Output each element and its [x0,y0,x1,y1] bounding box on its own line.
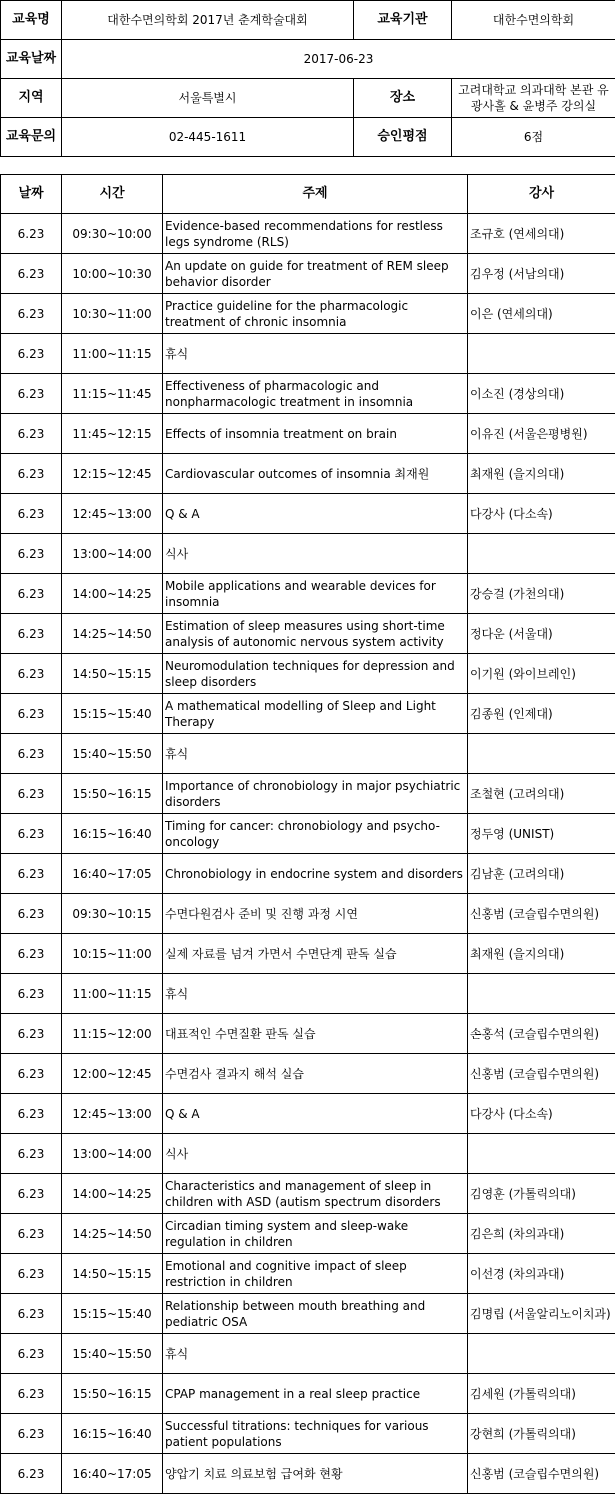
session-date: 6.23 [1,694,62,734]
table-row [1,974,615,1014]
session-time: 11:45~12:15 [62,414,163,454]
session-speaker: 신홍범 (코슬립수면의원) [468,1454,615,1494]
session-speaker: 김우정 (서남의대) [468,254,615,294]
course-info-table [0,0,615,157]
session-date: 6.23 [1,294,62,334]
session-topic: 수면검사 결과지 해석 실습 [163,1054,468,1094]
session-speaker: 김종원 (인제대) [468,694,615,734]
session-date: 6.23 [1,894,62,934]
table-row [1,414,615,454]
session-topic: Emotional and cognitive impact of sleep restriction in children [163,1254,468,1294]
session-speaker: 최재원 (을지의대) [468,454,615,494]
session-speaker: 이선경 (차의과대) [468,1254,615,1294]
schedule-table [0,174,615,1494]
session-speaker: 다강사 (다소속) [468,494,615,534]
table-row [1,454,615,494]
session-time: 14:00~14:25 [62,574,163,614]
session-date: 6.23 [1,614,62,654]
course-region-value: 서울특별시 [62,79,354,118]
session-time: 09:30~10:00 [62,214,163,254]
info-row-contact [1,118,615,157]
course-name-value: 대한수면의학회 2017년 춘계학술대회 [62,1,354,40]
session-topic: Mobile applications and wearable devices for insomnia [163,574,468,614]
session-topic: Q & A [163,494,468,534]
header-speaker: 강사 [468,175,615,214]
session-time: 13:00~14:00 [62,1134,163,1174]
session-topic: An update on guide for treatment of REM sleep behavior disorder [163,254,468,294]
course-date-value: 2017-06-23 [62,40,615,79]
session-date: 6.23 [1,814,62,854]
session-time: 16:15~16:40 [62,814,163,854]
session-speaker: 이기원 (와이브레인) [468,654,615,694]
session-topic: Cardiovascular outcomes of insomnia 최재원 [163,454,468,494]
header-date: 날짜 [1,175,62,214]
course-contact-value: 02-445-1611 [62,118,354,157]
info-row-name [1,1,615,40]
table-row [1,1134,615,1174]
session-time: 14:50~15:15 [62,654,163,694]
session-speaker: 최재원 (을지의대) [468,934,615,974]
table-row [1,254,615,294]
session-time: 11:15~12:00 [62,1014,163,1054]
session-time: 10:15~11:00 [62,934,163,974]
session-date: 6.23 [1,1214,62,1254]
session-topic: 식사 [163,534,468,574]
session-date: 6.23 [1,1134,62,1174]
table-row [1,1334,615,1374]
session-topic: Effects of insomnia treatment on brain [163,414,468,454]
session-topic: Estimation of sleep measures using short-time analysis of autonomic nervous system activity [163,614,468,654]
session-date: 6.23 [1,334,62,374]
session-speaker: 조철현 (고려의대) [468,774,615,814]
session-time: 15:15~15:40 [62,694,163,734]
session-time: 12:45~13:00 [62,494,163,534]
session-time: 14:25~14:50 [62,1214,163,1254]
course-place-value: 고려대학교 의과대학 본관 유광사홀 & 윤병주 강의실 [452,79,615,118]
session-time: 15:15~15:40 [62,1294,163,1334]
session-time: 14:00~14:25 [62,1174,163,1214]
session-speaker: 신홍범 (코슬립수면의원) [468,894,615,934]
session-date: 6.23 [1,574,62,614]
session-topic: A mathematical modelling of Sleep and Light Therapy [163,694,468,734]
session-date: 6.23 [1,934,62,974]
session-speaker [468,534,615,574]
table-row [1,294,615,334]
header-time: 시간 [62,175,163,214]
session-date: 6.23 [1,1414,62,1454]
session-speaker [468,334,615,374]
table-row [1,534,615,574]
session-date: 6.23 [1,534,62,574]
session-time: 16:40~17:05 [62,1454,163,1494]
session-speaker: 손홍석 (코슬립수면의원) [468,1014,615,1054]
table-row [1,1414,615,1454]
session-date: 6.23 [1,1254,62,1294]
session-topic: Relationship between mouth breathing and pediatric OSA [163,1294,468,1334]
table-row [1,1174,615,1214]
table-row [1,614,615,654]
table-row [1,1294,615,1334]
table-row [1,374,615,414]
course-name-label: 교육명 [1,1,62,40]
session-time: 15:50~16:15 [62,1374,163,1414]
session-date: 6.23 [1,1334,62,1374]
session-topic: Q & A [163,1094,468,1134]
session-date: 6.23 [1,1294,62,1334]
session-topic: 양압기 치료 의료보험 급여화 현황 [163,1454,468,1494]
header-topic: 주제 [163,175,468,214]
session-date: 6.23 [1,494,62,534]
session-time: 15:50~16:15 [62,774,163,814]
table-row [1,1454,615,1494]
session-time: 09:30~10:15 [62,894,163,934]
session-time: 15:40~15:50 [62,1334,163,1374]
table-row [1,934,615,974]
session-topic: 휴식 [163,974,468,1014]
session-speaker [468,974,615,1014]
session-time: 15:40~15:50 [62,734,163,774]
session-topic: 실제 자료를 넘겨 가면서 수면단계 판독 실습 [163,934,468,974]
session-date: 6.23 [1,374,62,414]
session-time: 16:15~16:40 [62,1414,163,1454]
session-topic: Importance of chronobiology in major psychiatric disorders [163,774,468,814]
session-time: 10:30~11:00 [62,294,163,334]
session-time: 14:25~14:50 [62,614,163,654]
session-date: 6.23 [1,254,62,294]
table-row [1,1214,615,1254]
table-row [1,494,615,534]
table-row [1,1054,615,1094]
course-score-value: 6점 [452,118,615,157]
session-date: 6.23 [1,734,62,774]
session-speaker: 이소진 (경상의대) [468,374,615,414]
session-topic: Successful titrations: techniques for various patient populations [163,1414,468,1454]
session-date: 6.23 [1,1174,62,1214]
schedule-header-row [1,175,615,214]
session-topic: 휴식 [163,334,468,374]
table-row [1,334,615,374]
session-date: 6.23 [1,1454,62,1494]
info-row-date [1,40,615,79]
table-row [1,774,615,814]
info-row-region [1,79,615,118]
session-topic: Neuromodulation techniques for depression and sleep disorders [163,654,468,694]
session-topic: CPAP management in a real sleep practice [163,1374,468,1414]
session-topic: Chronobiology in endocrine system and disorders [163,854,468,894]
session-date: 6.23 [1,414,62,454]
session-topic: Circadian timing system and sleep-wake regulation in children [163,1214,468,1254]
session-date: 6.23 [1,654,62,694]
session-speaker: 정다운 (서울대) [468,614,615,654]
session-date: 6.23 [1,214,62,254]
session-date: 6.23 [1,454,62,494]
table-row [1,734,615,774]
session-topic: 휴식 [163,1334,468,1374]
session-time: 16:40~17:05 [62,854,163,894]
table-row [1,1254,615,1294]
course-place-label: 장소 [354,79,452,118]
session-topic: Evidence-based recommendations for restless legs syndrome (RLS) [163,214,468,254]
course-org-value: 대한수면의학회 [452,1,615,40]
session-topic: 식사 [163,1134,468,1174]
session-time: 12:00~12:45 [62,1054,163,1094]
session-time: 10:00~10:30 [62,254,163,294]
session-topic: 휴식 [163,734,468,774]
session-speaker [468,734,615,774]
session-speaker: 김남훈 (고려의대) [468,854,615,894]
session-topic: 수면다원검사 준비 및 진행 과정 시연 [163,894,468,934]
session-topic: 대표적인 수면질환 판독 실습 [163,1014,468,1054]
session-date: 6.23 [1,774,62,814]
session-date: 6.23 [1,974,62,1014]
table-row [1,1374,615,1414]
table-row [1,694,615,734]
session-speaker: 다강사 (다소속) [468,1094,615,1134]
session-time: 11:00~11:15 [62,974,163,1014]
session-speaker: 김명립 (서울알리노이치과) [468,1294,615,1334]
session-date: 6.23 [1,1054,62,1094]
table-row [1,214,615,254]
session-speaker: 강현희 (가톨릭의대) [468,1414,615,1454]
session-speaker: 이은 (연세의대) [468,294,615,334]
session-date: 6.23 [1,1374,62,1414]
session-topic: Characteristics and management of sleep in children with ASD (autism spectrum disorders [163,1174,468,1214]
session-speaker: 김세원 (가톨릭의대) [468,1374,615,1414]
table-row [1,894,615,934]
session-time: 11:00~11:15 [62,334,163,374]
table-row [1,1094,615,1134]
session-time: 14:50~15:15 [62,1254,163,1294]
table-row [1,814,615,854]
session-speaker: 김영훈 (가톨릭의대) [468,1174,615,1214]
session-speaker: 강승걸 (가천의대) [468,574,615,614]
table-row [1,1014,615,1054]
session-date: 6.23 [1,1014,62,1054]
session-date: 6.23 [1,1094,62,1134]
course-date-label: 교육날짜 [1,40,62,79]
session-speaker: 신홍범 (코슬립수면의원) [468,1054,615,1094]
table-row [1,574,615,614]
session-time: 12:45~13:00 [62,1094,163,1134]
course-org-label: 교육기관 [354,1,452,40]
session-speaker: 이유진 (서울은평병원) [468,414,615,454]
session-date: 6.23 [1,854,62,894]
session-time: 12:15~12:45 [62,454,163,494]
course-region-label: 지역 [1,79,62,118]
table-row [1,854,615,894]
session-topic: Practice guideline for the pharmacologic treatment of chronic insomnia [163,294,468,334]
session-time: 11:15~11:45 [62,374,163,414]
session-time: 13:00~14:00 [62,534,163,574]
session-speaker: 정두영 (UNIST) [468,814,615,854]
table-row [1,654,615,694]
course-score-label: 승인평점 [354,118,452,157]
session-speaker: 조규호 (연세의대) [468,214,615,254]
session-topic: Effectiveness of pharmacologic and nonpharmacologic treatment in insomnia [163,374,468,414]
course-contact-label: 교육문의 [1,118,62,157]
session-speaker [468,1334,615,1374]
session-speaker: 김은희 (차의과대) [468,1214,615,1254]
session-topic: Timing for cancer: chronobiology and psycho-oncology [163,814,468,854]
session-speaker [468,1134,615,1174]
